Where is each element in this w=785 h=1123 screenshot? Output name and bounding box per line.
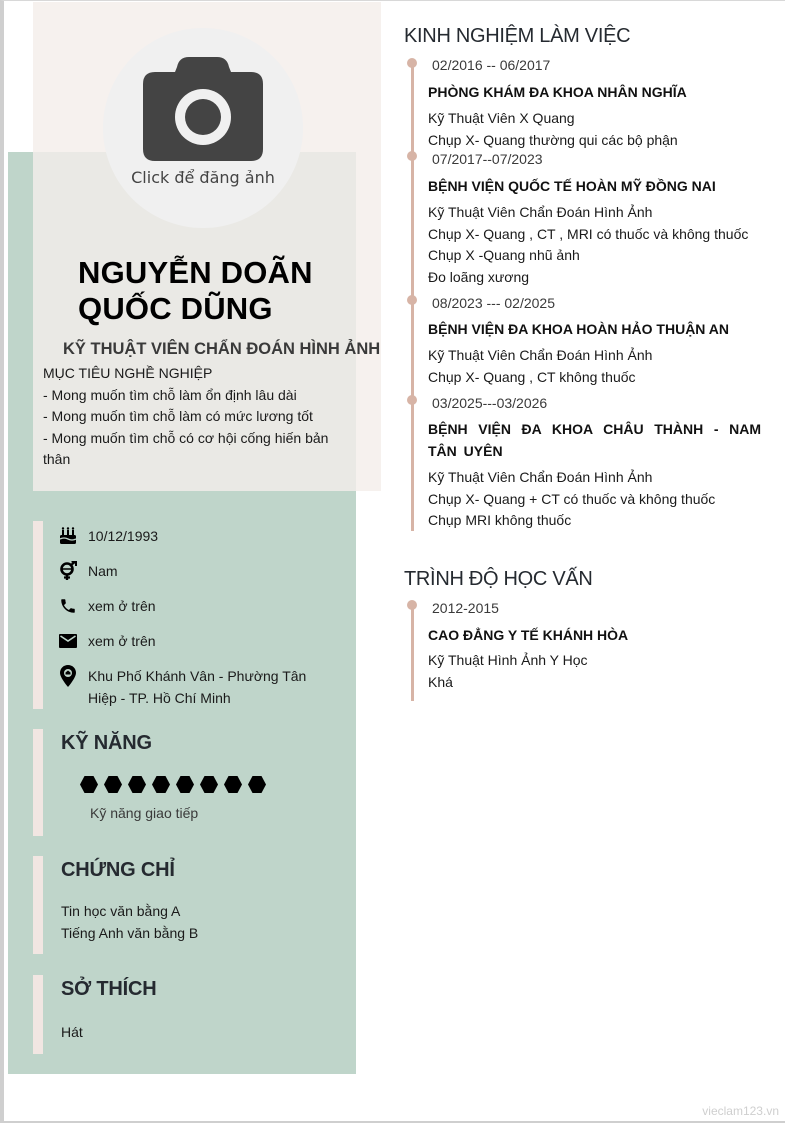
experience-desc — [428, 467, 715, 532]
hobbies-title: SỞ THÍCH — [61, 978, 157, 1000]
timeline-dot — [407, 151, 417, 161]
skill-rating — [80, 776, 266, 793]
desc-line: Đo loãng xương — [428, 269, 530, 286]
avatar-upload-label: Click để đăng ảnh — [131, 168, 275, 187]
experience-date: 08/2023 --- 02/2025 — [432, 295, 555, 311]
education-timeline — [411, 603, 414, 701]
timeline-dot — [407, 58, 417, 68]
contact-birthday — [57, 525, 337, 547]
rating-hexagon-icon — [128, 776, 146, 793]
experience-desc — [428, 108, 678, 151]
birthday-cake-icon — [57, 525, 79, 547]
rating-hexagon-icon — [80, 776, 98, 793]
rating-hexagon-icon — [176, 776, 194, 793]
education-date: 2012-2015 — [432, 600, 499, 616]
desc-line: Kỹ Thuật Viên Chẩn Đoán Hình Ảnh — [428, 204, 653, 220]
desc-line: Khá — [428, 673, 453, 690]
location-icon — [57, 665, 79, 687]
desc-line: Kỹ Thuật Hình Ảnh Y Học — [428, 652, 588, 668]
avatar-upload[interactable] — [103, 28, 303, 228]
contact-address — [57, 665, 337, 709]
hobbies-section-bar — [33, 975, 43, 1054]
experience-desc — [428, 202, 748, 289]
rating-hexagon-icon — [152, 776, 170, 793]
timeline-dot — [407, 600, 417, 610]
skill-name: Kỹ năng giao tiếp — [90, 805, 199, 821]
email-icon — [57, 630, 79, 652]
certificates-title: CHỨNG CHỈ — [61, 859, 175, 881]
desc-line: Chụp X- Quang , CT , MRI có thuốc và không thuốc — [428, 225, 749, 242]
watermark: vieclam123.vn — [702, 1104, 779, 1118]
timeline-dot — [407, 395, 417, 405]
rating-hexagon-icon — [248, 776, 266, 793]
contact-email — [57, 630, 337, 652]
address-value: Khu Phố Khánh Vân - Phường Tân Hiệp - TP. Hồ Chí Minh — [88, 668, 307, 706]
gender-icon — [57, 560, 79, 582]
experience-title: KINH NGHIỆM LÀM VIỆC — [404, 25, 631, 47]
experience-date: 02/2016 -- 06/2017 — [432, 57, 551, 73]
camera-icon — [143, 57, 263, 161]
objective-heading: MỤC TIÊU NGHỀ NGHIỆP — [43, 365, 213, 381]
education-desc — [428, 650, 588, 693]
skills-section-bar — [33, 729, 43, 836]
skills-title: KỸ NĂNG — [61, 732, 152, 754]
job-title: KỸ THUẬT VIÊN CHẨN ĐOÁN HÌNH ẢNH — [63, 340, 381, 358]
experience-org: BỆNH VIỆN ĐA KHOA CHÂU THÀNH - NAM TÂN UYÊN — [428, 421, 761, 459]
hobby-item: Hát — [61, 1024, 83, 1040]
desc-line: Chụp X- Quang , CT không thuốc — [428, 368, 636, 385]
desc-line: Kỹ Thuật Viên X Quang — [428, 110, 575, 126]
phone-icon — [57, 595, 79, 617]
objective-line: - Mong muốn tìm chỗ làm có mức lương tốt — [43, 408, 313, 424]
desc-line: Chụp X- Quang thường qui các bộ phận — [428, 131, 678, 148]
certificate-item: Tin học văn bằng A — [61, 903, 181, 919]
certificates-section-bar — [33, 856, 43, 954]
experience-desc — [428, 345, 652, 388]
desc-line: Chụp X -Quang nhũ ảnh — [428, 247, 580, 264]
education-title: TRÌNH ĐỘ HỌC VẤN — [404, 568, 593, 590]
certificate-item: Tiếng Anh văn bằng B — [61, 925, 199, 941]
desc-line: Chụp X- Quang + CT có thuốc và không thuốc — [428, 490, 716, 507]
contact-section-bar — [33, 521, 43, 709]
desc-line: Chụp MRI không thuốc — [428, 512, 572, 529]
experience-date: 07/2017--07/2023 — [432, 151, 543, 167]
experience-date: 03/2025---03/2026 — [432, 395, 548, 411]
gender-value: Nam — [88, 563, 118, 579]
experience-org: BỆNH VIỆN QUỐC TẾ HOÀN MỸ ĐỒNG NAI — [428, 178, 716, 194]
rating-hexagon-icon — [224, 776, 242, 793]
candidate-name — [78, 255, 358, 327]
contact-phone — [57, 595, 337, 617]
objective-line: - Mong muốn tìm chỗ làm ổn định lâu dài — [43, 386, 297, 403]
name-line-2: QUỐC DŨNG — [78, 291, 273, 326]
phone-value: xem ở trên — [88, 598, 156, 614]
rating-hexagon-icon — [104, 776, 122, 793]
objective-line: - Mong muốn tìm chỗ có cơ hội cống hiến bản thân — [43, 429, 329, 467]
experience-org: BỆNH VIỆN ĐA KHOA HOÀN HẢO THUẬN AN — [428, 321, 729, 337]
name-line-1: NGUYỄN DOÃN — [78, 255, 313, 290]
experience-org: PHÒNG KHÁM ĐA KHOA NHÂN NGHĨA — [428, 84, 687, 100]
career-objective — [43, 363, 353, 471]
rating-hexagon-icon — [200, 776, 218, 793]
contact-info — [57, 525, 337, 722]
desc-line: Kỹ Thuật Viên Chẩn Đoán Hình Ảnh — [428, 469, 653, 485]
contact-gender — [57, 560, 337, 582]
desc-line: Kỹ Thuật Viên Chẩn Đoán Hình Ảnh — [428, 347, 653, 363]
education-school: CAO ĐẲNG Y TẾ KHÁNH HÒA — [428, 627, 629, 643]
email-value: xem ở trên — [88, 633, 156, 649]
timeline-dot — [407, 295, 417, 305]
certificates-list — [61, 900, 198, 944]
birthday-value: 10/12/1993 — [88, 528, 159, 544]
